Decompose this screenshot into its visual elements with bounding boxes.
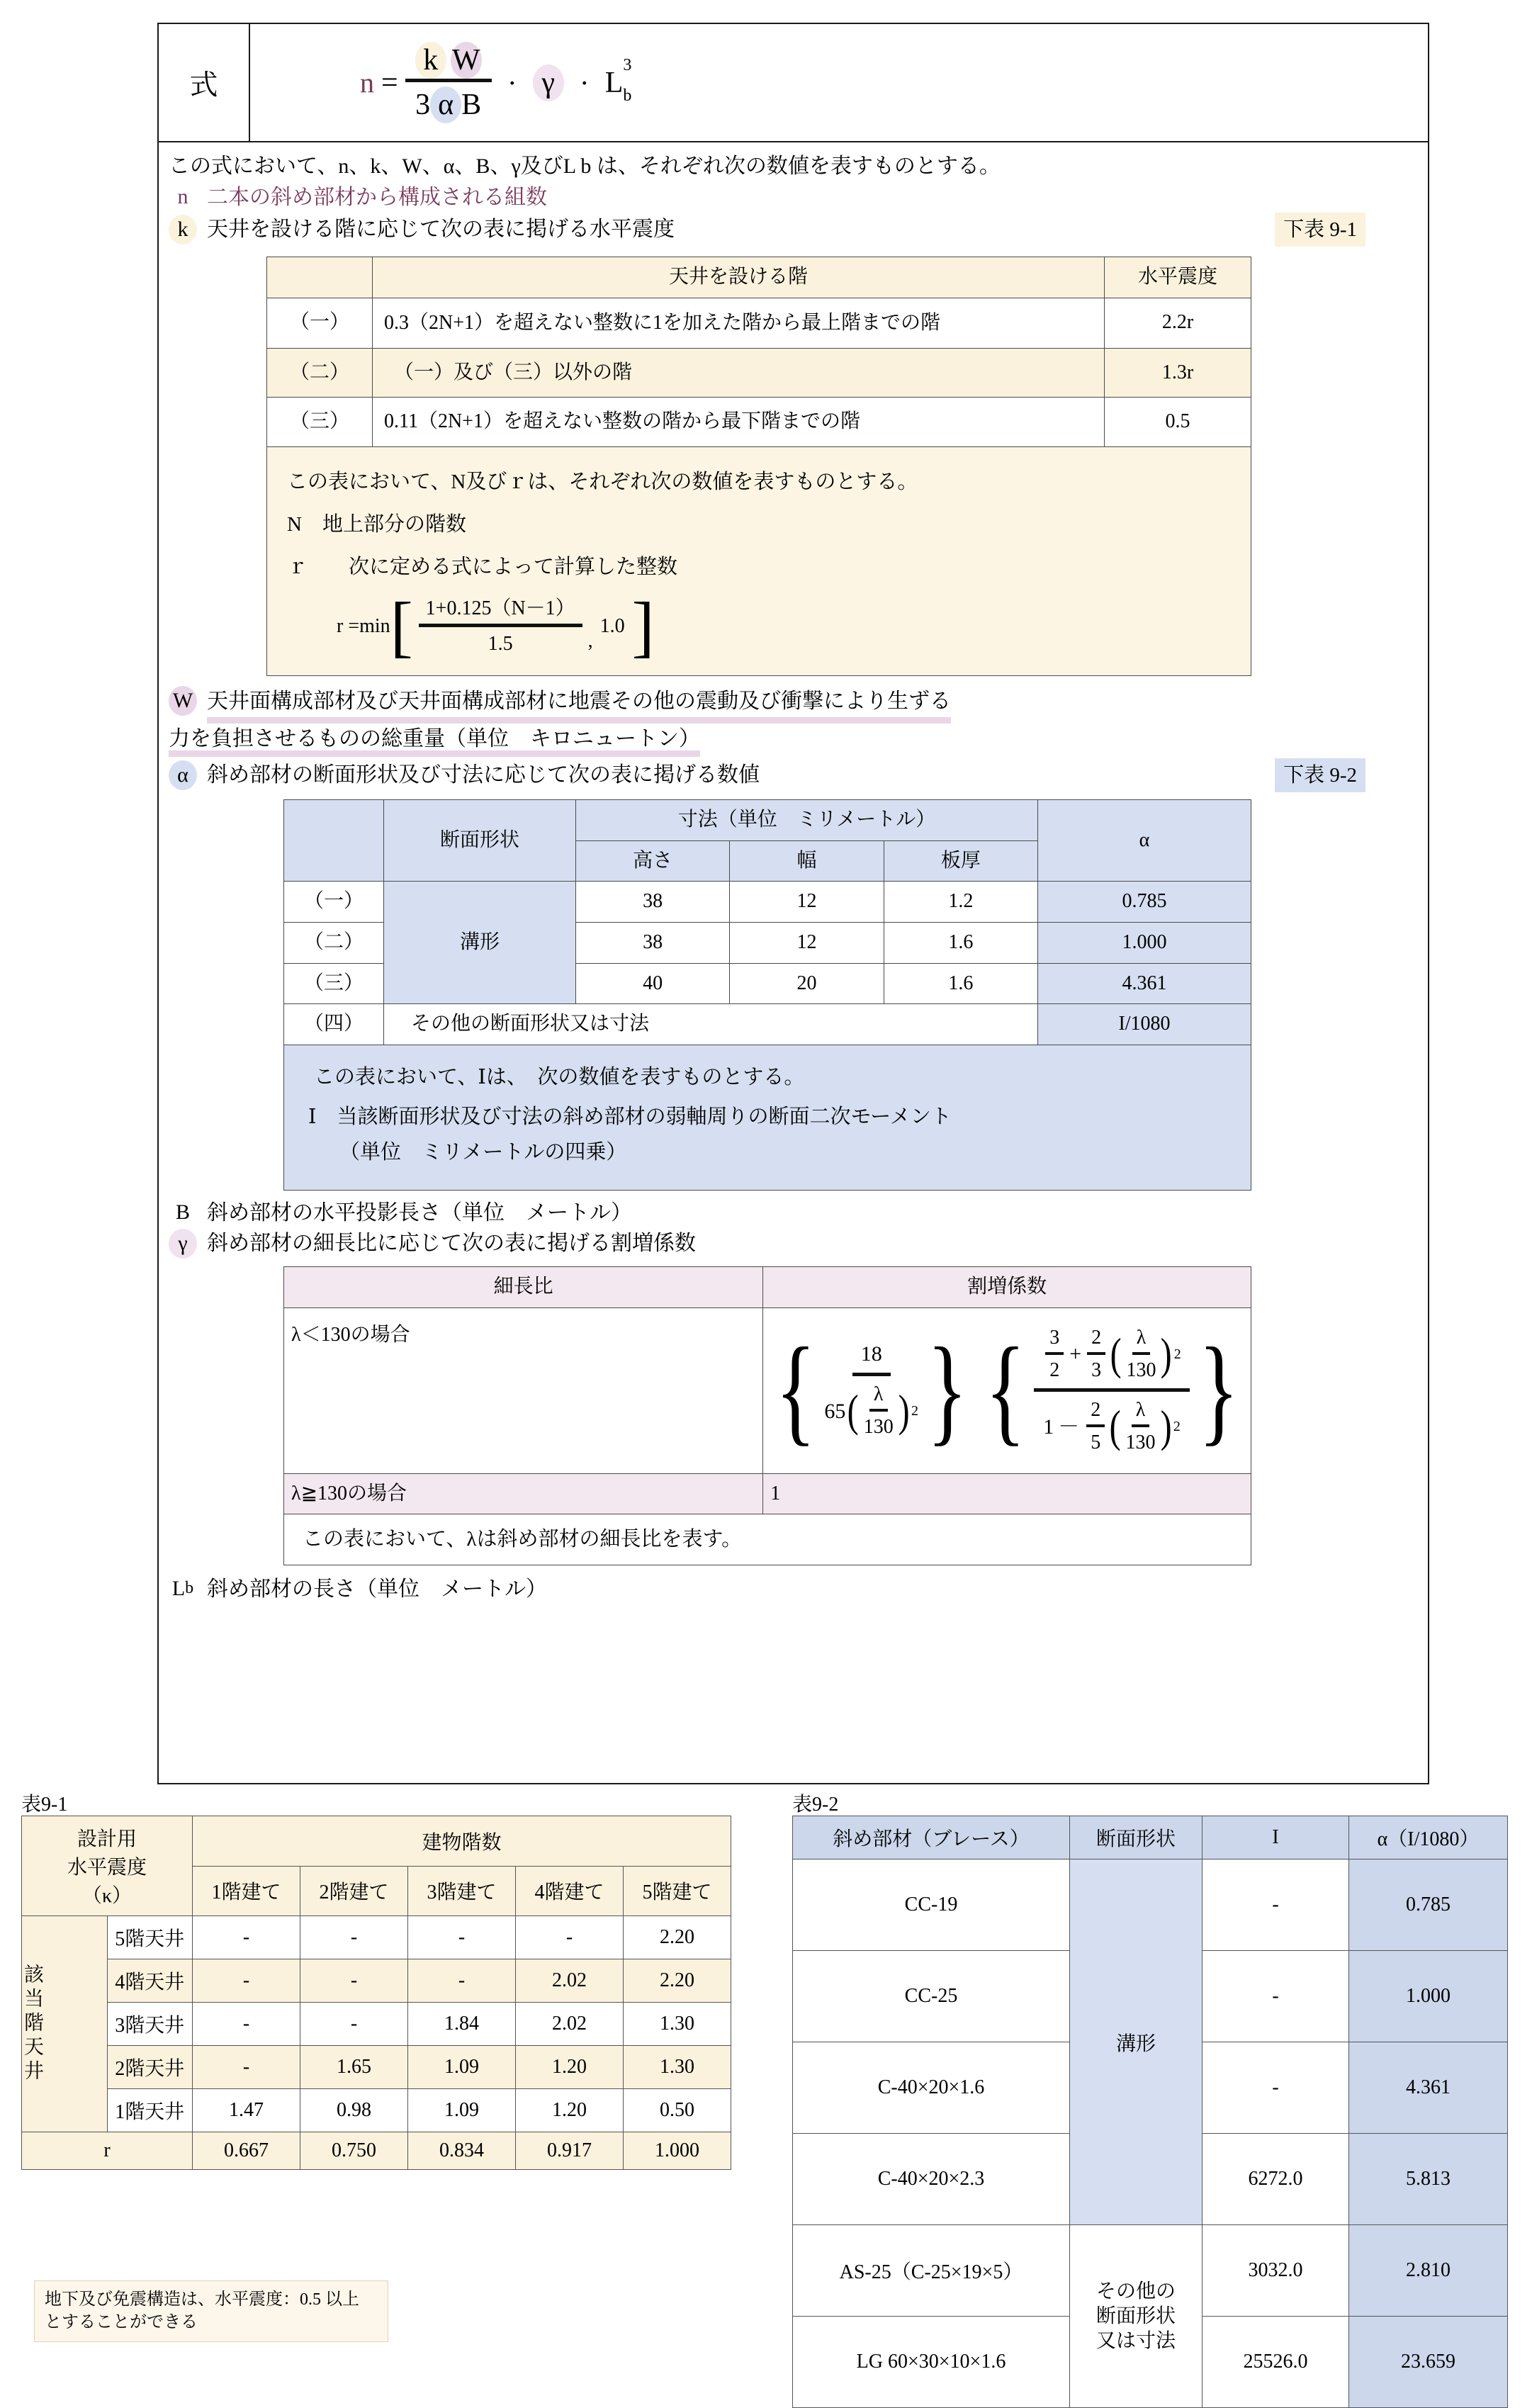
tag-table-9-1: 下表 9-1 [1275, 213, 1365, 247]
cell-case2-value: 1 [763, 1473, 1251, 1514]
formula-dot-1: ・ [502, 74, 522, 94]
g1-numerator: 18 [852, 1339, 891, 1376]
cell-alpha: 2.810 [1349, 2225, 1508, 2317]
def-key-gamma: γ [169, 1229, 197, 1259]
cell-value: - [193, 1959, 300, 2003]
corner-header [22, 1816, 193, 1916]
row-desc: （一）及び（三）以外の階 [373, 348, 1105, 398]
def-key-alpha: α [169, 760, 197, 790]
cell-shape-name: 溝形 [384, 882, 576, 1004]
table-row [284, 1473, 1251, 1514]
formula-W: W [451, 42, 482, 79]
def-key-Lb: L b [171, 1576, 194, 1600]
cell-member: CC-25 [793, 1951, 1070, 2042]
row-no: （二） [267, 348, 373, 398]
table-row [793, 1860, 1508, 1951]
header-dimensions: 寸法（単位 ミリメートル） [576, 800, 1038, 841]
right-brace-2-icon: } [1198, 1323, 1239, 1457]
main-provision-box [157, 23, 1429, 1784]
cell-r-value: 0.834 [408, 2132, 516, 2170]
formula-alpha: α [430, 86, 461, 123]
cell-value: - [300, 1959, 408, 2003]
cell-I: 6272.0 [1202, 2134, 1349, 2225]
g2-denominator: 1 － 2 5 ( λ 130 ) 2 [1043, 1392, 1181, 1458]
row-no: （二） [284, 922, 384, 963]
side-label-cell [22, 1916, 108, 2132]
header-col-3f: 3階建て [408, 1866, 516, 1916]
row-label: 2階天井 [107, 2046, 193, 2089]
cell-alpha: 4.361 [1349, 2042, 1508, 2134]
header-I: I [1202, 1816, 1349, 1860]
cell-height: 38 [576, 922, 730, 963]
r-numerator: 1+0.125（N－1） [419, 595, 582, 627]
intro-sentence: この式において、n、k、W、α、B、γ及びL b は、それぞれ次の数値を表すものとする。 [169, 154, 1001, 178]
row-label: 4階天井 [107, 1959, 193, 2003]
cell-I: - [1202, 2042, 1349, 2134]
cell-value: 2.02 [516, 2003, 624, 2046]
shape-group-2-line-1: その他の [1096, 2280, 1176, 2302]
right-bracket-icon: ] [631, 588, 655, 665]
note-intro: この表において、N及びｒは、それぞれ次の数値を表すものとする。 [287, 470, 918, 493]
note-table-alpha [283, 1045, 1251, 1191]
cell-thickness: 1.2 [884, 882, 1037, 923]
provision-body [159, 142, 1428, 1604]
cell-value: - [516, 1916, 624, 1959]
cell-I: - [1202, 1860, 1349, 1951]
formula-L: L 3 b [604, 55, 632, 105]
r-formula-lhs: r =min [337, 614, 390, 637]
note-r: ｒ 次に定める式によって計算した整数 [287, 555, 678, 578]
row-no: （一） [284, 882, 384, 923]
cell-member: AS-25（C-25×19×5） [793, 2225, 1070, 2317]
header-member: 斜め部材（ブレース） [793, 1816, 1070, 1860]
note-I-line2: （単位 ミリメートルの四乗） [339, 1140, 627, 1164]
right-brace-1-icon: } [927, 1323, 968, 1457]
cell-r-value: 0.917 [516, 2132, 624, 2170]
cell-r-value: 0.750 [300, 2132, 408, 2170]
formula-label-cell: 式 [159, 24, 250, 141]
def-key-n: n [177, 184, 188, 208]
row-desc: 0.11（2N+1）を超えない整数の階から最下階までの階 [373, 398, 1105, 447]
table-row-header [284, 800, 1251, 841]
memo-note-box [34, 2280, 388, 2342]
table-row-header [267, 257, 1251, 298]
table-row [22, 1916, 731, 1959]
cell-alpha: 1.000 [1349, 1951, 1508, 2042]
cell-I: - [1202, 1951, 1349, 2042]
table-row [284, 1307, 1251, 1473]
cell-value: 1.84 [408, 2003, 516, 2046]
formula-k: k [415, 42, 446, 79]
shape-group-2-line-3: 又は寸法 [1096, 2330, 1176, 2352]
table-gamma-coefficient [283, 1266, 1251, 1515]
cell-alpha: 5.813 [1349, 2134, 1508, 2225]
cell-value: 0.98 [300, 2089, 408, 2132]
cell-thickness: 1.6 [884, 963, 1037, 1004]
cell-value: 1.47 [193, 2089, 300, 2132]
cell-value: - [408, 1959, 516, 2003]
cell-other-desc: その他の断面形状又は寸法 [384, 1004, 1038, 1045]
note-N: N 地上部分の階数 [287, 512, 466, 536]
def-text-gamma: 斜め部材の細長比に応じて次の表に掲げる割増係数 [207, 1232, 696, 1256]
table-row [284, 1004, 1251, 1045]
def-text-alpha: 斜め部材の断面形状及び寸法に応じて次の表に掲げる数値 [207, 763, 760, 787]
def-key-k: k [169, 215, 197, 244]
cell-alpha: 1.000 [1038, 922, 1251, 963]
def-text-W-line1: 天井面構成部材及び天井面構成部材に地震その他の震動及び衝撃により生ずる [207, 686, 951, 724]
row-label: 3階天井 [107, 2003, 193, 2046]
table-alpha-section [283, 799, 1251, 1045]
formula-row [159, 24, 1428, 142]
cell-width: 12 [730, 882, 884, 923]
header-floor: 天井を設ける階 [373, 257, 1105, 298]
formula-var-n: n [360, 67, 374, 99]
cell-value: 1.30 [624, 2046, 731, 2089]
cell-value: - [300, 1916, 408, 1959]
r-comma: , [587, 629, 593, 652]
r-fraction [419, 595, 582, 658]
cell-value: - [300, 2003, 408, 2046]
cell-alpha: 0.785 [1349, 1860, 1508, 1951]
header-coefficient: 割増係数 [763, 1266, 1251, 1307]
cell-value: - [193, 1916, 300, 1959]
def-text-W-line2: 力を負担させるものの総重量（単位 キロニュートン） [159, 724, 1428, 755]
cell-value: 0.50 [624, 2089, 731, 2132]
caption-table-9-2: 表9-2 [792, 1794, 839, 1816]
table-row [267, 398, 1251, 447]
paren-open-icon: ( [1109, 1401, 1121, 1452]
cell-value: 1.20 [516, 2089, 624, 2132]
cell-shape-group-2 [1070, 2225, 1202, 2408]
cell-member: C-40×20×1.6 [793, 2042, 1070, 2134]
table-row-header [793, 1816, 1508, 1860]
g2-numerator: 3 2 + $\frac{2}{3}$ ( λ 130 ) 2 [1034, 1324, 1190, 1392]
cell-value: 1.30 [624, 2003, 731, 2046]
footer-label-r: r [22, 2132, 193, 2170]
cell-value: 1.09 [408, 2046, 516, 2089]
header-section-shape: 断面形状 [384, 800, 576, 882]
cell-thickness: 1.6 [884, 922, 1037, 963]
header-building-floors: 建物階数 [193, 1816, 731, 1867]
def-text-Lb: 斜め部材の長さ（単位 メートル） [207, 1577, 547, 1601]
formula-3: 3 [415, 89, 431, 121]
row-no: （四） [284, 1004, 384, 1045]
row-value: 1.3r [1105, 348, 1251, 398]
header-col-5f: 5階建て [624, 1866, 731, 1916]
cell-value: - [408, 1916, 516, 1959]
corner-line-2: 水平震度 [67, 1857, 147, 1879]
def-key-W: W [169, 686, 197, 716]
bottom-table-9-2 [792, 1816, 1508, 2408]
header-shape: 断面形状 [1070, 1816, 1202, 1860]
table-row [22, 2046, 731, 2089]
table-row-footer [22, 2132, 731, 2170]
table-row [22, 1959, 731, 2003]
def-text-n: 二本の斜め部材から構成される組数 [207, 185, 547, 209]
row-no: （三） [284, 963, 384, 1004]
table-row [22, 2003, 731, 2046]
cell-width: 20 [730, 963, 884, 1004]
memo-line-1: 地下及び免震構造は、水平震度：0.5 以上 [45, 2290, 359, 2309]
formula-dot-2: ・ [575, 74, 594, 94]
table-row [284, 882, 1251, 923]
def-k [159, 213, 1428, 247]
g1-denominator: 65 ( λ 130 ) 2 [824, 1376, 918, 1442]
table-row [793, 2225, 1508, 2317]
paren-close-icon: ) [1160, 1401, 1172, 1452]
table-horizontal-seismic-intensity [266, 257, 1251, 447]
table-row-header [22, 1816, 731, 1867]
cell-height: 40 [576, 963, 730, 1004]
def-key-B: B [175, 1200, 190, 1225]
cell-blank [284, 800, 384, 882]
def-n [159, 182, 1428, 213]
note-I-line1: Ⅰ 当該断面形状及び寸法の斜め部材の弱軸周りの断面二次モーメント [308, 1105, 952, 1128]
def-gamma [159, 1228, 1428, 1259]
cell-member: C-40×20×2.3 [793, 2134, 1070, 2225]
cell-height: 38 [576, 882, 730, 923]
paren-close-icon: ) [898, 1385, 910, 1436]
cell-member: LG 60×30×10×1.6 [793, 2317, 1070, 2408]
cell-value: 1.20 [516, 2046, 624, 2089]
cell-alpha: 4.361 [1038, 963, 1251, 1004]
header-thickness: 板厚 [884, 840, 1037, 882]
header-slenderness: 細長比 [284, 1266, 763, 1307]
r-alt-value: 1.0 [599, 614, 625, 637]
row-no: （三） [267, 398, 373, 447]
cell-value: 1.09 [408, 2089, 516, 2132]
left-brace-2-icon: { [984, 1323, 1026, 1457]
cell-alpha: I/1080 [1038, 1004, 1251, 1045]
table-row [22, 2089, 731, 2132]
cell-shape-group-1: 溝形 [1070, 1860, 1202, 2225]
cell-member: CC-19 [793, 1860, 1070, 1951]
row-value: 0.5 [1105, 398, 1251, 447]
bottom-table-9-1 [21, 1816, 731, 2170]
cell-value: - [193, 2003, 300, 2046]
row-no: （一） [267, 298, 373, 348]
def-alpha [159, 758, 1428, 792]
cell-I: 3032.0 [1202, 2225, 1349, 2317]
cell-I: 25526.0 [1202, 2317, 1349, 2408]
header-col-4f: 4階建て [516, 1866, 624, 1916]
def-text-k: 天井を設ける階に応じて次の表に掲げる水平震度 [207, 218, 675, 242]
cell-value: 2.02 [516, 1959, 624, 2003]
gamma-fraction-1 [824, 1339, 918, 1442]
table-row-header [284, 1266, 1251, 1307]
cell-case1-label: λ＜130の場合 [284, 1307, 763, 1473]
cell-value: - [193, 2046, 300, 2089]
cell-value: 2.20 [624, 1916, 731, 1959]
memo-line-2: とすることができる [45, 2313, 198, 2332]
note-table-gamma: この表において、λは斜め部材の細長比を表す。 [283, 1514, 1251, 1565]
corner-line-3: （κ） [81, 1885, 133, 1907]
cell-width: 12 [730, 922, 884, 963]
shape-group-2-line-2: 断面形状 [1096, 2305, 1176, 2327]
row-label: 5階天井 [107, 1916, 193, 1959]
def-text-B: 斜め部材の水平投影長さ（単位 メートル） [207, 1200, 632, 1225]
row-desc: 0.3（2N+1）を超えない整数に1を加えた階から最上階までの階 [373, 298, 1105, 348]
header-col-1f: 1階建て [193, 1866, 300, 1916]
cell-alpha: 23.659 [1349, 2317, 1508, 2408]
cell-alpha: 0.785 [1038, 882, 1251, 923]
r-formula [337, 588, 655, 665]
cell-value: 1.65 [300, 2046, 408, 2089]
header-width: 幅 [730, 840, 884, 882]
header-height: 高さ [576, 840, 730, 882]
gamma-fraction-2 [1034, 1324, 1190, 1458]
r-denominator: 1.5 [488, 632, 513, 655]
table-row [267, 348, 1251, 398]
row-value: 2.2r [1105, 298, 1251, 348]
gamma-formula [770, 1314, 1244, 1468]
def-B [159, 1198, 1428, 1229]
row-label: 1階天井 [107, 2089, 193, 2132]
side-label-text: 該当階天井 [21, 1964, 43, 2084]
note-intro: この表において、Ⅰは、 次の数値を表すものとする。 [314, 1065, 805, 1088]
cell-case2-label: λ≧130の場合 [284, 1473, 763, 1514]
corner-line-1: 設計用 [77, 1828, 137, 1850]
paren-open-icon: ( [847, 1385, 860, 1436]
cell-r-value: 1.000 [624, 2132, 731, 2170]
header-col-2f: 2階建て [300, 1866, 408, 1916]
paren-open-icon: ( [1110, 1328, 1122, 1379]
left-brace-1-icon: { [775, 1323, 816, 1457]
cell-value: 2.20 [624, 1959, 731, 2003]
def-W [159, 686, 1428, 724]
formula-gamma: γ [533, 64, 564, 101]
formula-fraction [405, 42, 492, 123]
note-table-k [266, 447, 1251, 676]
formula-equals: = [381, 66, 398, 99]
cell-blank [267, 257, 373, 298]
cell-case1-formula [763, 1307, 1251, 1473]
tag-table-9-2: 下表 9-2 [1275, 758, 1365, 792]
caption-table-9-1: 表9-1 [21, 1794, 68, 1816]
header-alpha: α [1038, 800, 1251, 882]
header-alpha: α（I/1080） [1349, 1816, 1508, 1860]
cell-r-value: 0.667 [193, 2132, 300, 2170]
header-intensity: 水平震度 [1105, 257, 1251, 298]
formula-B: B [461, 89, 482, 121]
table-row [267, 298, 1251, 348]
left-bracket-icon: [ [390, 588, 413, 665]
paren-close-icon: ) [1161, 1328, 1173, 1379]
def-Lb [159, 1574, 1428, 1605]
formula-expression [250, 24, 1428, 141]
